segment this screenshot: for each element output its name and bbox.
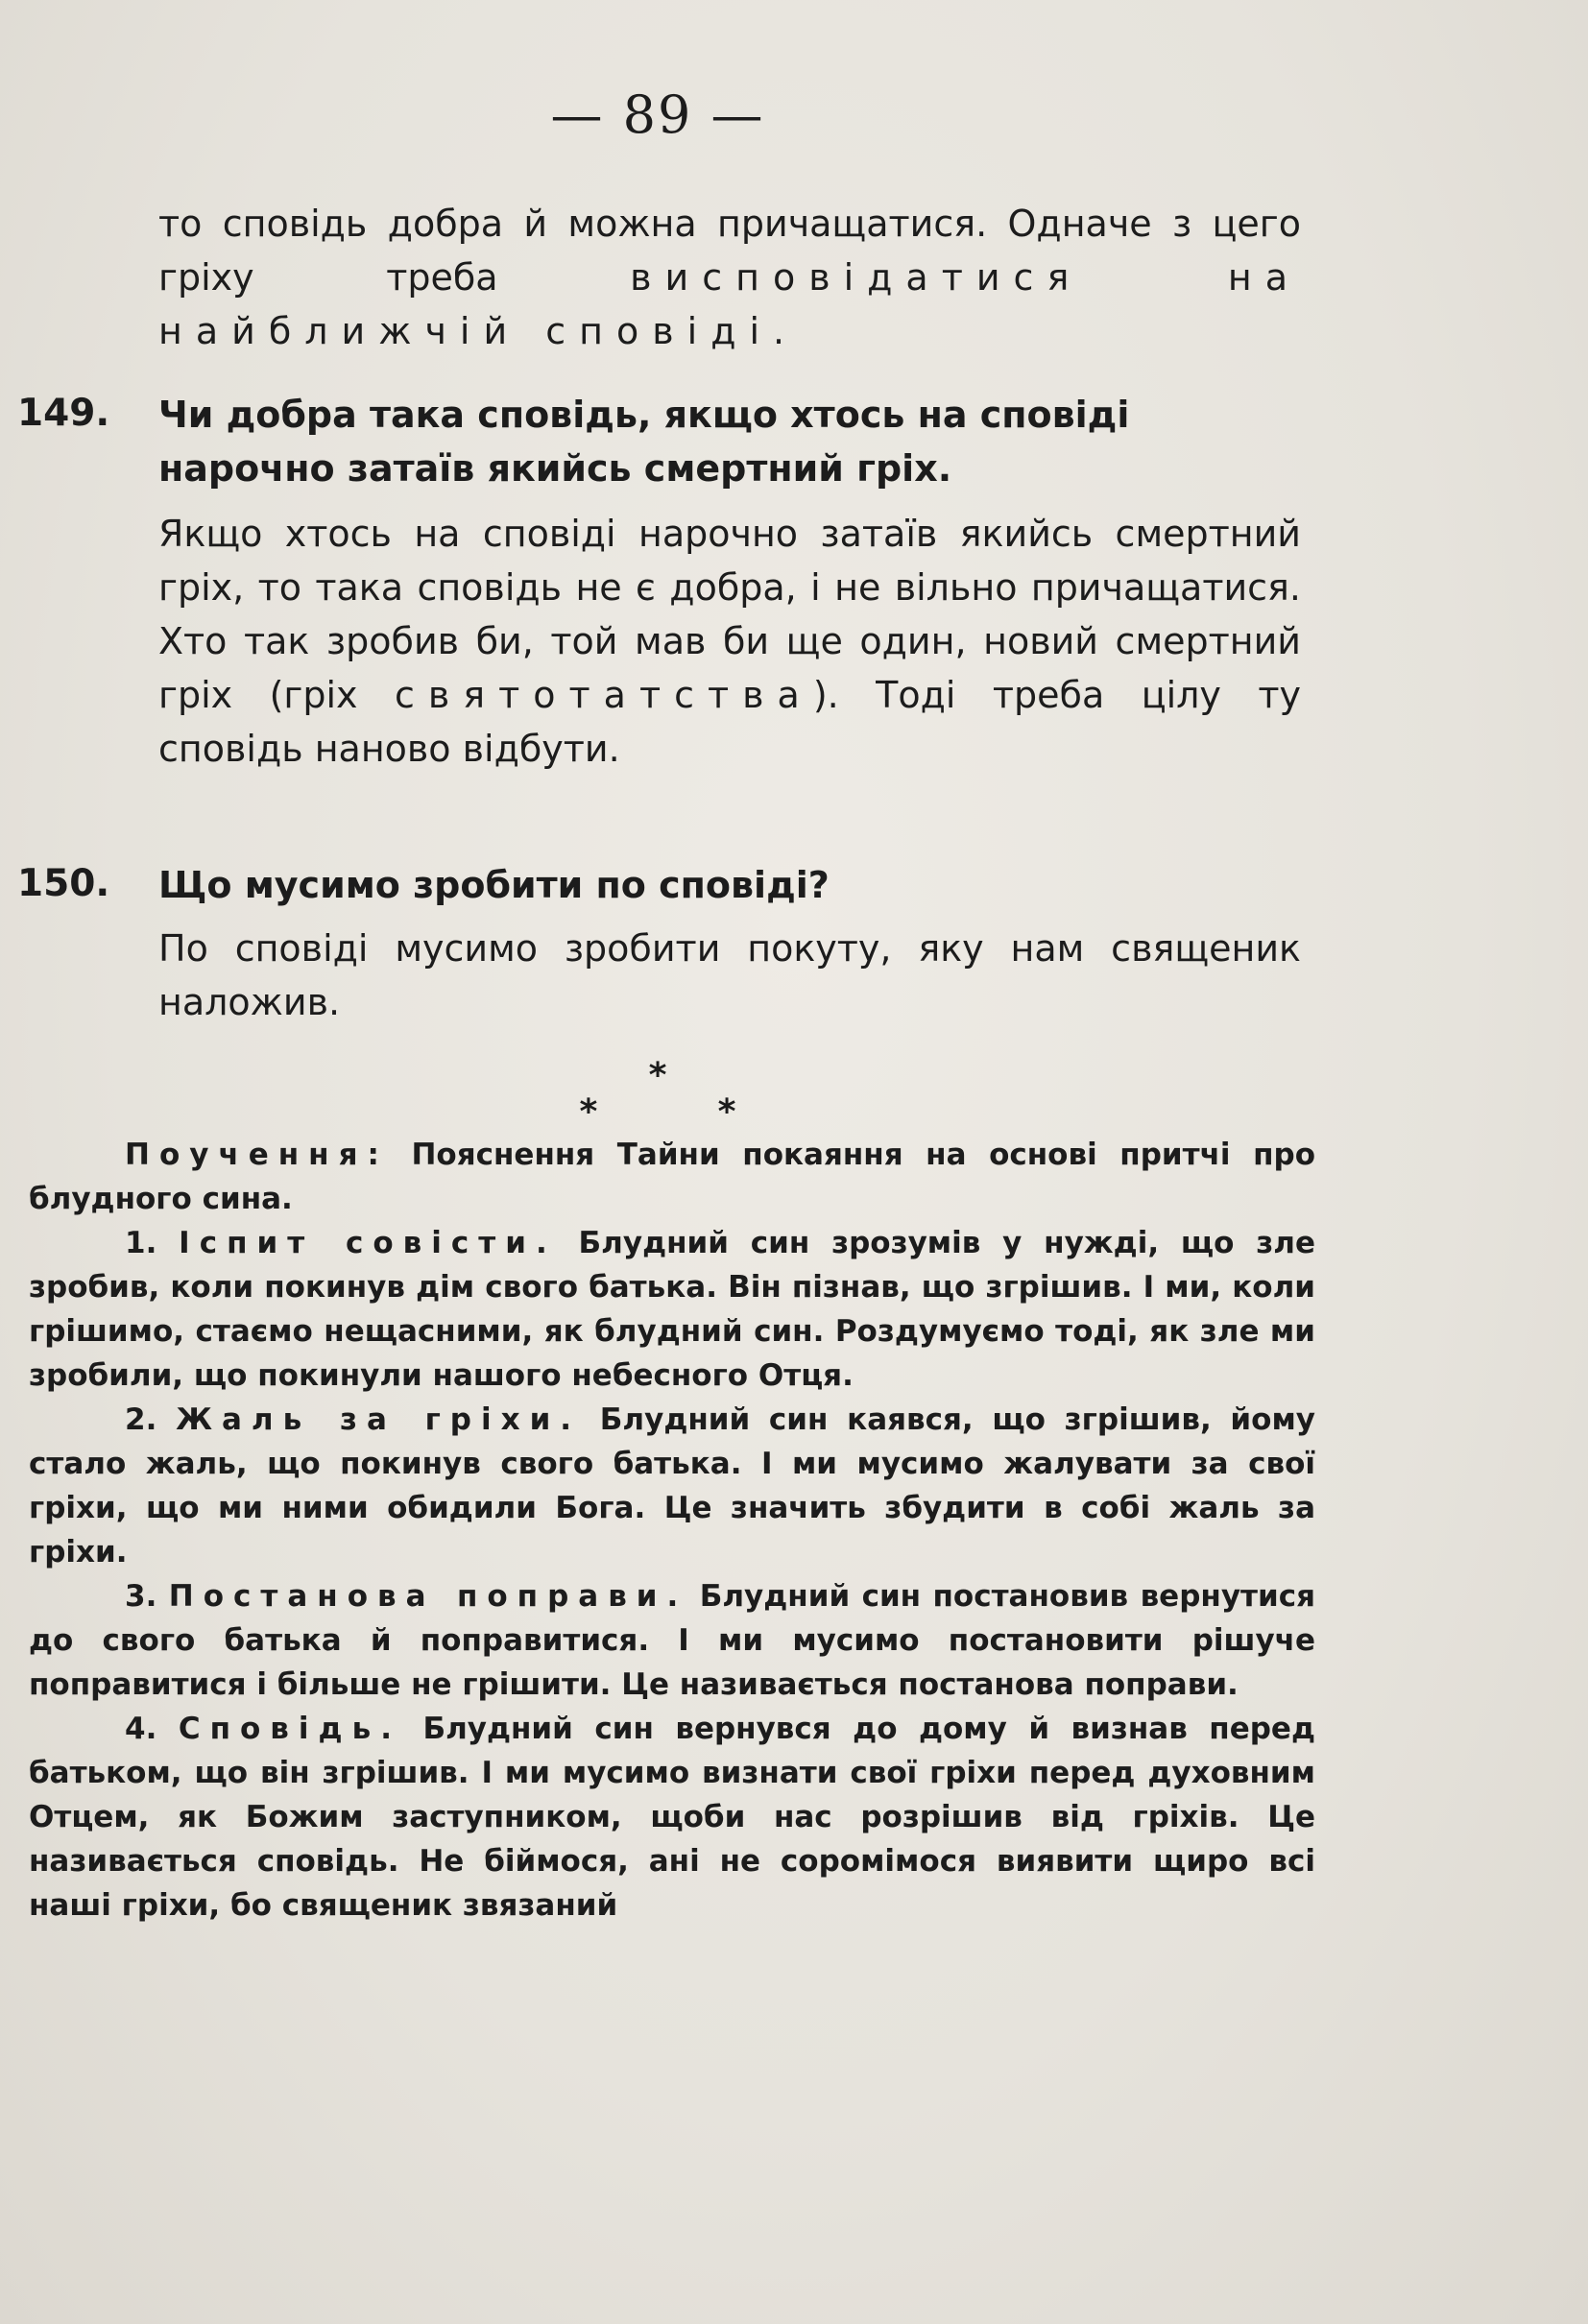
lesson-item [29,1707,1315,1928]
lesson-item-number: 2. [125,1402,157,1437]
answer-149 [158,507,1301,776]
lesson-item-title: Іспит совісти. [179,1226,557,1260]
continuation-end: . [773,310,785,352]
lesson-item [29,1221,1315,1398]
question-149: Чи добра така сповідь, якщо хтось на сповіді нарочно затаїв якийсь смертний гріх. [158,394,1130,490]
lesson-intro-text: Пояснення Тайни покаяння на основі притчі про блудного сина. [29,1138,1315,1216]
lesson-intro [29,1133,1315,1221]
answer-149-part2: ). Тоді треба цілу ту сповідь наново відбути. [158,674,1301,770]
lesson-item-number: 3. [125,1579,157,1614]
separator-star-top: * [648,1056,667,1095]
lesson-item-title: Постанова поправи. [168,1579,688,1614]
continuation-paragraph [158,197,1301,358]
answer-149-part1: Якщо хтось на сповіді нарочно затаїв якийсь смертний гріх, то така сповідь не є добра, і не вільно причащатися. Хто так зробив би, той мав би ще один, новий смертний гріх (гріх [158,513,1301,716]
lesson-section [29,1133,1315,1928]
separator-stars-bottom: * * [579,1092,736,1132]
question-150-number: 150. [17,862,110,905]
question-149-number: 149. [17,392,110,435]
continuation-text: то сповідь добра й можна причащатися. Одначе з цего гріху треба [158,203,1301,299]
lesson-item-number: 4. [125,1712,157,1746]
lesson-item-number: 1. [125,1226,157,1260]
page-number: — 89 — [550,84,765,145]
answer-149-spaced: святотатства [395,674,813,716]
lesson-label: Поучення: [125,1138,389,1172]
question-150: Що мусимо зробити по сповіді? [158,864,830,906]
continuation-spaced: висповідатися на найближчій сповіді [158,256,1301,352]
lesson-item-text: Блудний син зрозумів у нужді, що зле зробив, коли покинув дім свого батька. Він пізнав, що згрішив. І ми, коли грішимо, стаємо нещасними, як блудний син. Роздумуємо тоді, як зле ми зробили, що покинули нашого небесного Отця. [29,1226,1315,1393]
lesson-item [29,1574,1315,1707]
lesson-item [29,1398,1315,1574]
answer-150: По сповіді мусимо зробити покуту, яку нам священик наложив. [158,927,1301,1023]
lesson-item-title: Жаль за гріхи. [176,1402,582,1437]
lesson-item-title: Сповідь. [178,1712,401,1746]
lesson-item-text: Блудний син вернувся до дому й визнав перед батьком, що він згрішив. І ми мусимо визнати свої гріхи перед духовним Отцем, як Божим заступником, щоби нас розрішив від гріхів. Це називається сповідь. Не біймося, ані не соромімося виявити щиро всі наші гріхи, бо священик звязаний [29,1712,1315,1923]
lesson-item-text: Блудний син каявся, що згрішив, йому стало жаль, що покинув свого батька. І ми мусимо жалувати за свої гріхи, що ми ними обидили Бога. Це значить збудити в собі жаль за гріхи. [29,1402,1315,1569]
lesson-item-text: Блудний син постановив вернутися до свого батька й поправитися. І ми мусимо постановити рішуче поправитися і більше не грішити. Це називається постанова поправи. [29,1579,1315,1702]
